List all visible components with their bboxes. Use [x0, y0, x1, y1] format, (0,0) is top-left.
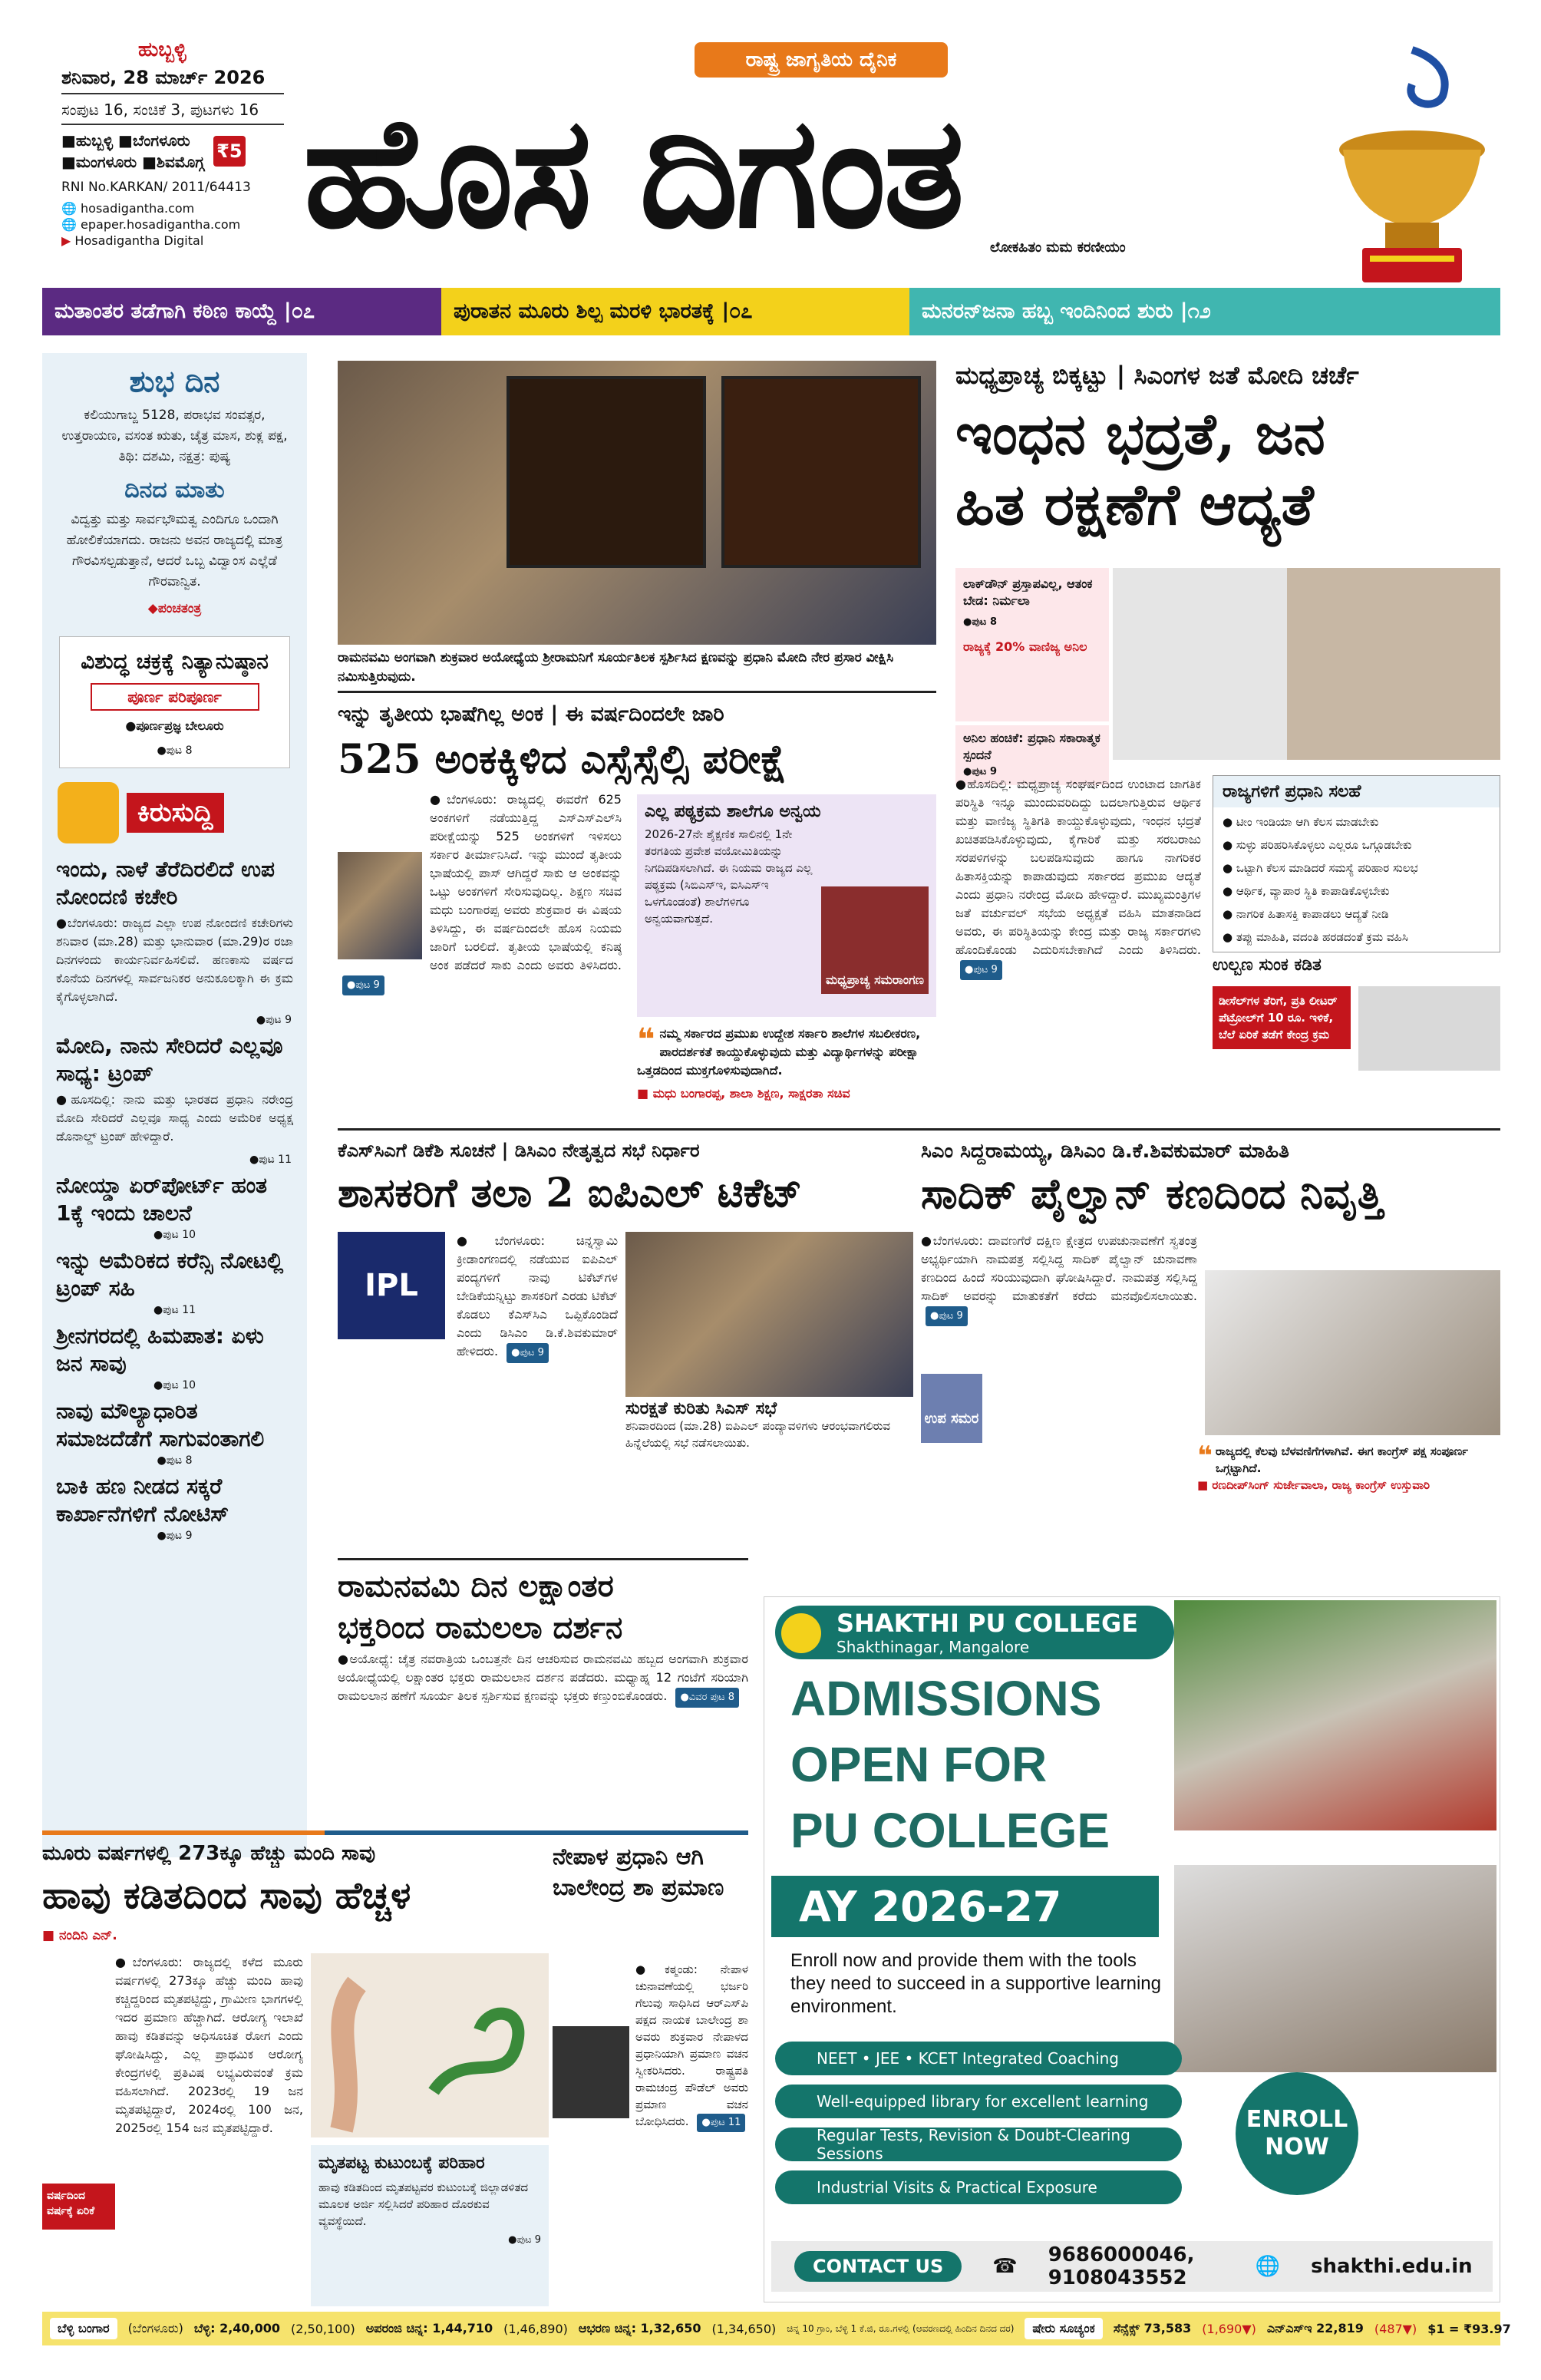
college-name: SHAKTHI PU COLLEGE [836, 1609, 1139, 1638]
brief-headline: ನಾವು ಮೌಲ್ಯಾಧಾರಿತ ಸಮಾಜದೆಡೆಗೆ ಸಾಗುವಂತಾಗಲಿ [56, 1398, 265, 1451]
sadiq-headline[interactable]: ಸಾದಿಕ್ ಪೈಲ್ವಾನ್ ಕಣದಿಂದ ನಿವೃತ್ತಿ [921, 1169, 1383, 1218]
divider [42, 1830, 748, 1835]
snake-tag: ವರ್ಷದಿಂದ ವರ್ಷಕ್ಕೆ ಏರಿಕೆ [42, 2184, 115, 2230]
quote-text: ವಿದ್ವತ್ತು ಮತ್ತು ಸಾರ್ವಭೌಮತ್ವ ಎಂದಿಗೂ ಒಂದಾಗಿ ಹೋಲಿಕೆಯಾಗದು. ರಾಜನು ಅವನ ರಾಜ್ಯದಲ್ಲಿ ಮಾತ್ರ ಗೌರವಿಸಲ್ಪಡುತ್ತಾನೆ, ಆದರೆ ಒಬ್ಬ ವಿದ್ವಾಂಸ ಎಲ್ಲೆಡೆ ಗೌರವಾನ್ವಿತ. [66, 512, 283, 589]
brief-headline: ಇನ್ನು ಅಮೆರಿಕದ ಕರೆನ್ಸಿ ನೋಟಲ್ಲಿ ಟ್ರಂಪ್ ಸಹಿ [56, 1248, 284, 1301]
feature-text: Industrial Visits & Practical Exposure [817, 2178, 1097, 2197]
ipl-logo: IPL [338, 1232, 445, 1339]
body-text: ●ಅಯೋಧ್ಯೆ: ಚೈತ್ರ ನವರಾತ್ರಿಯ ಒಂಬತ್ತನೇ ದಿನ ಆಚರಿಸುವ ರಾಮನವಮಿ ಹಬ್ಬದ ಅಂಗವಾಗಿ ಶುಕ್ರವಾರ ಅಯೋಧ್ಯೆಯಲ್ಲಿ ಲಕ್ಷಾಂತರ ಭಕ್ತರು ರಾಮಲಲಾನ ದರ್ಶನ ಪಡೆದರು. ಮಧ್ಯಾಹ್ನ 12 ಗಂಟೆಗೆ ಸರಿಯಾಗಿ ರಾಮಲಲಾನ ಹಣೆಗೆ ಸೂರ್ಯ ತಿಲಕ ಸ್ಪರ್ಶಿಸುವ ಕ್ಷಣವನ್ನು ಭಕ್ತರು ಕಣ್ತುಂಬಿಕೊಂಡರು. [338, 1652, 748, 1703]
brief-item[interactable] [42, 1391, 307, 1467]
dks-kicker: ಕೆಎಸ್‌ಸಿಎಗೆ ಡಿಕೆಶಿ ಸೂಚನೆ | ಡಿಸಿಎಂ ನೇತೃತ್ವದ ಸಭೆ ನಿರ್ಧಾರ [338, 1140, 700, 1161]
lead-photo [338, 361, 936, 645]
snake-headline[interactable]: ಹಾವು ಕಡಿತದಿಂದ ಸಾವು ಹೆಚ್ಚಳ [42, 1874, 411, 1917]
page-ref: ●ಪುಟ 9 [508, 2234, 541, 2246]
nifty: ಎನ್‌ಎಸ್‌ಇ 22,819 [1266, 2321, 1364, 2335]
snake-body [42, 1953, 303, 2310]
advice-list-items [1213, 807, 1500, 952]
phone-icon: ☎ [992, 2255, 1018, 2278]
top-tagline: ರಾಷ್ಟ್ರ ಜಾಗೃತಿಯ ದೈನಿಕ [695, 42, 948, 78]
teaser-item[interactable] [42, 288, 441, 335]
byelection-icon: ಉಪ ಸಮರ [921, 1374, 982, 1443]
column-title: ವಿಶುದ್ಧ ಚಕ್ರಕ್ಕೆ ನಿತ್ಯಾನುಷ್ಠಾನ [81, 649, 269, 674]
footer-ticker [42, 2312, 1511, 2345]
rni-number: RNI No.KARKAN/ 2011/64413 [61, 180, 251, 195]
teaser-text: ಪುರಾತನ ಮೂರು ಶಿಲ್ಪ ಮರಳಿ ಭಾರತಕ್ಕೆ [454, 299, 714, 323]
brief-item[interactable] [42, 1467, 307, 1542]
surjewala-quote [1197, 1443, 1500, 1494]
ad-line: OPEN FOR [790, 1737, 1048, 1792]
ad-line: PU COLLEGE [790, 1803, 1110, 1858]
advice-item: ● ಸುಳ್ಳು ಪರಿಹರಿಸಿಕೊಳ್ಳಲು ಎಲ್ಲರೂ ಒಗ್ಗೂಡಬೇಕು [1223, 838, 1412, 852]
youtube-link[interactable] [61, 233, 284, 249]
quote-text: ರಾಜ್ಯದಲ್ಲಿ ಕೆಲವು ಬೆಳವಣಿಗೆಗಳಾಗಿವೆ. ಈಗ ಕಾಂಗ್ರೆಸ್ ಪಕ್ಷ ಸಂಪೂರ್ಣ ಒಗ್ಗಟ್ಟಾಗಿದೆ. [1215, 1444, 1469, 1475]
brief-page: ●ಪುಟ 11 [249, 1154, 292, 1166]
column-box[interactable] [59, 636, 290, 768]
brief-headline: ಶ್ರೀನಗರದಲ್ಲಿ ಹಿಮಪಾತ: ಏಳು ಜನ ಸಾವು [56, 1323, 264, 1376]
byline: ■ ನಂದಿನಿ ಎನ್. [42, 1928, 117, 1943]
brief-item[interactable] [42, 850, 307, 1026]
page-ref: ●ಪುಟ 11 [697, 2114, 745, 2132]
minister-quote [637, 1022, 936, 1103]
top-story-body [955, 775, 1201, 1113]
advice-item: ● ತಪ್ಪು ಮಾಹಿತಿ, ವದಂತಿ ಹರಡದಂತೆ ಕ್ರಮ ವಹಿಸಿ [1223, 930, 1408, 944]
gold24-prev: (1,46,890) [503, 2321, 568, 2336]
sslc-headline[interactable]: 525 ಅಂಕಕ್ಕಿಳಿದ ಎಸ್ಸೆಸ್ಸೆಲ್ಸಿ ಪರೀಕ್ಷೆ [338, 736, 787, 783]
header-meta [61, 38, 284, 249]
side-box-page: ●ಪುಟ 8 [963, 616, 997, 628]
enroll-now-button[interactable]: ENROLL NOW [1236, 2072, 1358, 2195]
pointing-hand-icon [58, 782, 119, 843]
issue-date: ಶನಿವಾರ, 28 ಮಾರ್ಚ್ 2026 [61, 67, 284, 94]
sslc-kicker: ಇನ್ನು ತೃತೀಯ ಭಾಷೆಗಿಲ್ಲ ಅಂಕ | ಈ ವರ್ಷದಿಂದಲೇ ಜಾರಿ [338, 702, 724, 726]
advice-text: ನಾಗರಿಕ ಹಿತಾಸಕ್ತಿ ಕಾಪಾಡಲು ಆದ್ಯತೆ ನೀಡಿ [1236, 907, 1389, 921]
teaser-text: ಮತಾಂತರ ತಡೆಗಾಗಿ ಕಠಿಣ ಕಾಯ್ದೆ [54, 299, 277, 323]
feature-pill [775, 2127, 1182, 2161]
feature-list [775, 2042, 1182, 2213]
students-photo [1174, 1865, 1496, 2072]
urls [61, 200, 284, 249]
war-image: ಮಧ್ಯಪ್ರಾಚ್ಯ ಸಮರಾಂಗಣ [821, 886, 929, 994]
page-ref: ●ಪುಟ 9 [960, 960, 1002, 980]
contact-bar [771, 2241, 1493, 2292]
sadiq-photo [1205, 1270, 1500, 1435]
side-box-page: ●ಪುಟ 9 [963, 766, 997, 777]
advice-list-title: ರಾಜ್ಯಗಳಿಗೆ ಪ್ರಧಾನಿ ಸಲಹೆ [1213, 776, 1500, 807]
teaser-item[interactable] [441, 288, 909, 335]
panchanga: ಕಲಿಯುಗಾಬ್ದ 5128, ಪರಾಭವ ಸಂವತ್ಸರ, ಉತ್ತರಾಯಣ, ವಸಂತ ಋತು, ಚೈತ್ರ ಮಾಸ, ಶುಕ್ಲ ಪಕ್ಷ, ತಿಥಿ: ದಶಮಿ, ನಕ್ಷತ್ರ: ಪುಷ್ಯ [61, 408, 288, 464]
price-badge: ₹5 [213, 136, 245, 167]
body-text: ●ಬೆಂಗಳೂರು: ರಾಜ್ಯದಲ್ಲಿ ಈವರೆಗೆ 625 ಅಂಕಗಳಿಗೆ ನಡೆಯುತ್ತಿದ್ದ ಎಸ್‌ಎಸ್‌ಎಲ್‌ಸಿ ಪರೀಕ್ಷೆಯನ್ನು 525 ಅಂಕಗಳಿಗೆ ಇಳಿಸಲು ಸರ್ಕಾರ ತೀರ್ಮಾನಿಸಿದೆ. ಇನ್ನು ಮುಂದೆ ತೃತೀಯ ಭಾಷೆಯಲ್ಲಿ ಪಾಸ್ ಆಗಿದ್ದರೆ ಸಾಕು ಆ ಅಂಕವನ್ನು ಒಟ್ಟು ಅಂಕಗಳಿಗೆ ಸೇರಿಸುವುದಿಲ್ಲ. ಶಿಕ್ಷಣ ಸಚಿವ ಮಧು ಬಂಗಾರಪ್ಪ ಅವರು ಶುಕ್ರವಾರ ಈ ವಿಷಯ ತಿಳಿಸಿದ್ದು, ಈ ವರ್ಷದಿಂದಲೇ ಹೊಸ ನಿಯಮ ಜಾರಿಗೆ ಬರಲಿದೆ. ತೃತೀಯ ಭಾಷೆಯಲ್ಲಿ ಕನಿಷ್ಠ ಅಂಕ ಪಡೆದರೆ ಸಾಕು ಎಂದು ಅವರು ತಿಳಿಸಿದರು. [430, 792, 622, 972]
epaper-text: epaper.hosadigantha.com [81, 217, 241, 232]
snake-illustration [311, 1953, 549, 2137]
body-text: ●ಬೆಂಗಳೂರು: ಚಿನ್ನಸ್ವಾಮಿ ಕ್ರೀಡಾಂಗಣದಲ್ಲಿ ನಡೆಯುವ ಐಪಿಎಲ್ ಪಂದ್ಯಗಳಿಗೆ ನಾವು ಟಿಕೆಟ್‌ಗಳ ಬೇಡಿಕೆಯನ್ನಿಟ್ಟು ಶಾಸಕರಿಗೆ ಎರಡು ಟಿಕೆಟ್ ಕೊಡಲು ಕೆಎಸ್‌ಸಿಎ ಒಪ್ಪಿಕೊಂಡಿದೆ ಎಂದು ಡಿಸಿಎಂ ಡಿ.ಕೆ.ಶಿವಕುಮಾರ್ ಹೇಳಿದರು. [457, 1233, 618, 1358]
nepal-body [553, 1961, 748, 2299]
page-ref: ●ಪುಟ 9 [507, 1343, 549, 1363]
editions [61, 130, 284, 173]
column-page: ●ಪುಟ 8 [157, 744, 193, 757]
quote-source: ■ ಮಧು ಬಂಗಾರಪ್ಪ, ಶಾಲಾ ಶಿಕ್ಷಣ, ಸಾಕ್ಷರತಾ ಸಚಿವ [637, 1086, 850, 1101]
quote-text: ನಮ್ಮ ಸರ್ಕಾರದ ಪ್ರಮುಖ ಉದ್ದೇಶ ಸರ್ಕಾರಿ ಶಾಲೆಗಳ ಸಬಲೀಕರಣ, ಪಾರದರ್ಶಕತೆ ಕಾಯ್ದುಕೊಳ್ಳುವುದು ಮತ್ತು ವಿದ್ಯಾರ್ಥಿಗಳನ್ನು ಪರೀಕ್ಷಾ ಒತ್ತಡದಿಂದ ಮುಕ್ತಗೊಳಿಸುವುದಾಗಿದೆ. [637, 1026, 921, 1078]
brief-headline: ಬಾಕಿ ಹಣ ನೀಡದ ಸಕ್ಕರೆ ಕಾರ್ಖಾನೆಗಳಿಗೆ ನೋಟಿಸ್ [56, 1474, 229, 1527]
website-text[interactable]: shakthi.edu.in [1311, 2255, 1473, 2278]
spacer [338, 791, 430, 967]
body-text: ●ಹೊಸದಿಲ್ಲಿ: ಮಧ್ಯಪ್ರಾಚ್ಯ ಸಂಘರ್ಷದಿಂದ ಉಂಟಾದ ಜಾಗತಿಕ ಪರಿಸ್ಥಿತಿ ಇನ್ನೂ ಮುಂದುವರಿದಿದ್ದು ಬದಲಾಗುತ್ತಿರುವ ಆರ್ಥಿಕ ಮತ್ತು ವಾಣಿಜ್ಯ ಸ್ಥಿತಿಗತಿ ಕಾಯ್ದುಕೊಳ್ಳುವುದು, ಇಂಧನ ಭದ್ರತೆ ಖಚಿತಪಡಿಸಿಕೊಳ್ಳುವುದು, ಕೈಗಾರಿಕೆ ಮತ್ತು ಸರಬರಾಜು ಸರಪಳಿಗಳನ್ನು ಬಲಪಡಿಸುವುದು ಹಾಗೂ ನಾಗರಿಕರ ಹಿತಾಸಕ್ತಿಯನ್ನು ಕಾಪಾಡುವುದು ಸರ್ಕಾರದ ಪ್ರಮುಖ ಆದ್ಯತೆ ಎಂದು ಪ್ರಧಾನಿ ನರೇಂದ್ರ ಮೋದಿ ಹೇಳಿದ್ದಾರೆ. ಮುಖ್ಯಮಂತ್ರಿಗಳ ಜತೆ ವರ್ಚುವಲ್ ಸಭೆಯ ಅಧ್ಯಕ್ಷತೆ ವಹಿಸಿ ಮಾತನಾಡಿದ ಅವರು, ಈ ಪರಿಸ್ಥಿತಿಯನ್ನು ಕೇಂದ್ರ ಮತ್ತು ರಾಜ್ಯ ಸರ್ಕಾರಗಳು ಹೊಂದಿಕೊಂಡು ಎದುರಿಸಬೇಕಾಗಿದೆ ಎಂದು ತಿಳಿಸಿದರು. [955, 777, 1201, 957]
side-box-text: ಲಾಕ್‌ಡೌನ್ ಪ್ರಸ್ತಾಪವಿಲ್ಲ, ಆತಂಕ ಬೇಡ: ನಿರ್ಮಲಾ [963, 576, 1093, 608]
page-ref: ●ವಿವರ ಪುಟ 8 [675, 1688, 739, 1708]
fuel-box: ಡೀಸೆಲ್‌ಗಳ ತೆರಿಗೆ, ಪ್ರತಿ ಲೀಟರ್ ಪೆಟ್ರೋಲ್‌ಗೆ 10 ರೂ. ಇಳಿಕೆ, ಬೆಲೆ ಏರಿಕೆ ತಡೆಗೆ ಕೇಂದ್ರ ಕ್ರಮ [1213, 986, 1351, 1049]
quote-icon: ❝ [637, 1022, 655, 1058]
advice-list [1213, 775, 1500, 952]
page-ref: ●ಪುಟ 9 [342, 975, 384, 995]
fuel-title: ಉಲ್ಬಣ ಸುಂಕ ಕಡಿತ [1213, 956, 1322, 975]
lead-photo-caption: ರಾಮನವಮಿ ಅಂಗವಾಗಿ ಶುಕ್ರವಾರ ಅಯೋಧ್ಯೆಯ ಶ್ರೀರಾಮನಿಗೆ ಸೂರ್ಯತಿಲಕ ಸ್ಪರ್ಶಿಸಿದ ಕ್ಷಣವನ್ನು ಪ್ರಧಾನಿ ಮೋದಿ ನೇರ ಪ್ರಸಾರ ವೀಕ್ಷಿಸಿ ನಮಿಸುತ್ತಿರುವುದು. [338, 650, 894, 685]
advice-text: ಒಟ್ಟಾಗಿ ಕೆಲಸ ಮಾಡಿದರೆ ಸಮಸ್ಯೆ ಪರಿಹಾರ ಸುಲಭ [1236, 861, 1418, 875]
ad-headline [790, 1665, 1110, 1863]
brief-item[interactable] [42, 1166, 307, 1241]
teaser-page: |೦೭ [283, 299, 315, 323]
headline-line: ಹಿತ ರಕ್ಷಣೆಗೆ ಆದ್ಯತೆ [955, 472, 1314, 538]
nifty-change: (487▼) [1374, 2321, 1417, 2336]
advice-text: ತಪ್ಪು ಮಾಹಿತಿ, ವದಂತಿ ಹರಡದಂತೆ ಕ್ರಮ ವಹಿಸಿ [1236, 930, 1408, 944]
sadiq-kicker: ಸಿಎಂ ಸಿದ್ದರಾಮಯ್ಯ, ಡಿಸಿಎಂ ಡಿ.ಕೆ.ಶಿವಕುಮಾರ್ ಮಾಹಿತಿ [921, 1140, 1289, 1163]
tv-screen [507, 376, 706, 568]
advice-item: ● ಟೀಂ ಇಂಡಿಯಾ ಆಗಿ ಕೆಲಸ ಮಾಡಬೇಕು [1223, 815, 1379, 829]
snake-kicker: ಮೂರು ವರ್ಷಗಳಲ್ಲಿ 273ಕ್ಕೂ ಹೆಚ್ಚು ಮಂದಿ ಸಾವು [42, 1842, 376, 1865]
rate-note: ಚಿನ್ನ 10 ಗ್ರಾಂ, ಬೆಳ್ಳಿ 1 ಕೆ.ಜಿ, ರೂ.ಗಳಲ್ಲಿ (ಆವರಣದಲ್ಲಿ ಹಿಂದಿನ ದಿನದ ದರ) [787, 2322, 1015, 2334]
dks-body [457, 1232, 618, 1570]
page-ref: ●ಪುಟ 9 [926, 1306, 968, 1326]
sidebar [42, 353, 307, 1857]
modi-video-photo [1113, 568, 1500, 760]
tv-screen [721, 376, 921, 568]
feature-text: Well-equipped library for excellent learning [817, 2092, 1149, 2111]
footer-sub: (ಬೆಂಗಳೂರು) [127, 2321, 183, 2335]
issue-volume: ಸಂಪುಟ 16, ಸಂಚಿಕೆ 3, ಪುಟಗಳು 16 [61, 101, 284, 125]
meeting-photo [625, 1232, 913, 1397]
quote-source: ◆ಪಂಚತಂತ್ರ [147, 601, 202, 616]
ipl-trophy-icon [1320, 42, 1504, 295]
brief-page: ●ಪುಟ 10 [153, 1379, 196, 1391]
sensex: ಸೆನ್ಸೆಕ್ಸ್ 73,583 [1113, 2321, 1192, 2335]
gold24-rate: ಅಪರಂಜಿ ಚಿನ್ನ: 1,44,710 [365, 2321, 493, 2335]
brief-item[interactable] [42, 1316, 307, 1391]
brief-page: ●ಪುಟ 11 [153, 1304, 196, 1316]
dks-headline[interactable]: ಶಾಸಕರಿಗೆ ತಲಾ 2 ಐಪಿಎಲ್ ಟಿಕೆಟ್ [338, 1170, 802, 1216]
brief-page: ●ಪುಟ 9 [256, 1014, 292, 1026]
website-link[interactable]: 🌐 hosadigantha.com [61, 201, 195, 216]
edition-city: ಹುಬ್ಬಳ್ಳಿ [138, 38, 186, 61]
divider [338, 1128, 1500, 1131]
nepal-headline[interactable]: ನೇಪಾಳ ಪ್ರಧಾನಿ ಆಗಿ ಬಾಲೇಂದ್ರ ಶಾ ಪ್ರಮಾಣ [553, 1844, 724, 1901]
meeting-caption [625, 1401, 913, 1451]
contact-us-button[interactable]: CONTACT US [794, 2251, 962, 2282]
quote-icon: ❝ [1197, 1441, 1213, 1471]
edition-line: ■ಮಂಗಳೂರು ■ಶಿವಮೊಗ್ಗ [61, 153, 205, 171]
phone-numbers: 9686000046, 9108043552 [1048, 2243, 1195, 2289]
sensex-change: (1,690▼) [1202, 2321, 1256, 2336]
brief-headline: ಇಂದು, ನಾಳೆ ತೆರೆದಿರಲಿದೆ ಉಪ ನೋಂದಣಿ ಕಚೇರಿ [56, 857, 275, 909]
feature-text: Regular Tests, Revision & Doubt-Clearing Sessions [817, 2126, 1130, 2163]
caption-title: ಸುರಕ್ಷತೆ ಕುರಿತು ಸಿಎಸ್ ಸಭೆ [625, 1399, 777, 1418]
brief-page: ●ಪುಟ 9 [157, 1530, 193, 1542]
column-credit: ●ಪೂರ್ಣಪ್ರಜ್ಞ ಬೇಲೂರು [125, 718, 224, 733]
feature-pill [775, 2085, 1182, 2118]
ad-line: ADMISSIONS [790, 1671, 1102, 1726]
quote-source: ■ ರಣದೀಪ್‌ಸಿಂಗ್ ಸುರ್ಜೇವಾಲಾ, ರಾಜ್ಯ ಕಾಂಗ್ರೆಸ್ ಉಸ್ತುವಾರಿ [1197, 1478, 1430, 1492]
silver-prev: (2,50,100) [291, 2321, 355, 2336]
teaser-text: ಮನರನ್‌ಜನಾ ಹಬ್ಬ ಇಂದಿನಿಂದ ಶುರು [922, 299, 1173, 323]
brief-page: ●ಪುಟ 10 [153, 1229, 196, 1241]
advice-text: ಆರ್ಥಿಕ, ವ್ಯಾಪಾರ ಸ್ಥಿತಿ ಕಾಪಾಡಿಕೊಳ್ಳಬೇಕು [1236, 884, 1390, 898]
dollar-rate: $1 = ₹93.97 [1427, 2321, 1511, 2336]
side-box-text: ಅನಿಲ ಹಂಚಿಕೆ: ಪ್ರಧಾನಿ ಸಕಾರಾತ್ಮಕ ಸ್ಪಂದನೆ [963, 731, 1100, 762]
youtube-icon: ▶ [61, 233, 71, 248]
masthead-motto: ಲೋಕಹಿತಂ ಮಮ ಕರಣೀಯಂ [990, 239, 1126, 256]
side-box-title: ಎಲ್ಲ ಪಠ್ಯಕ್ರಮ ಶಾಲೆಗೂ ಅನ್ವಯ [645, 802, 821, 821]
edition-line: ■ಹುಬ್ಬಳ್ಳಿ ■ಬೆಂಗಳೂರು [61, 131, 190, 150]
epaper-link[interactable]: 🌐 epaper.hosadigantha.com [61, 217, 241, 232]
teaser-item[interactable] [909, 288, 1500, 335]
brief-body: ●ಬೆಂಗಳೂರು: ರಾಜ್ಯದ ಎಲ್ಲಾ ಉಪ ನೋಂದಣಿ ಕಚೇರಿಗಳು ಶನಿವಾರ (ಮಾ.28) ಮತ್ತು ಭಾನುವಾರ (ಮಾ.29)ರ ರಜಾ ದಿನಗಳಂದು ಕಾರ್ಯನಿರ್ವಹಿಸಲಿವೆ. ಹಣಕಾಸು ವರ್ಷದ ಕೊನೆಯ ದಿನಗಳಲ್ಲಿ ಸಾರ್ವಜನಿಕರ ಅನುಕೂಲಕ್ಕಾಗಿ ಈ ಕ್ರಮ ಕೈಗೊಳ್ಳಲಾಗಿದೆ. [56, 916, 293, 1004]
brief-body: ●ಹೂಸದಿಲ್ಲಿ: ನಾನು ಮತ್ತು ಭಾರತದ ಪ್ರಧಾನಿ ನರೇಂದ್ರ ಮೋದಿ ಸೇರಿದರೆ ಎಲ್ಲವೂ ಸಾಧ್ಯ ಎಂದು ಅಮೆರಿಕ ಅಧ್ಯಕ್ಷ ಡೊನಾಲ್ಡ್ ಟ್ರಂಪ್ ಹೇಳಿದ್ದಾರೆ. [56, 1092, 293, 1144]
column-tag: ಪೂರ್ಣ ಪರಿಪೂರ್ಣ [91, 683, 259, 711]
advice-item: ● ಒಟ್ಟಾಗಿ ಕೆಲಸ ಮಾಡಿದರೆ ಸಮಸ್ಯೆ ಪರಿಹಾರ ಸುಲಭ [1223, 861, 1418, 875]
side-box-text: ರಾಜ್ಯಕ್ಕೆ 20% ವಾಣಿಜ್ಯ ಅನಿಲ [963, 639, 1087, 654]
spacer [553, 1961, 635, 2122]
youtube-text: Hosadigantha Digital [74, 233, 204, 248]
masthead: ಹೊಸ ದಿಗಂತ [303, 82, 962, 262]
briefs-header [58, 782, 292, 843]
body-text: ●ಬೆಂಗಳೂರು: ದಾವಣಗೆರೆ ದಕ್ಷಿಣ ಕ್ಷೇತ್ರದ ಉಪಚುನಾವಣೆಗೆ ಸ್ವತಂತ್ರ ಅಭ್ಯರ್ಥಿಯಾಗಿ ನಾಮಪತ್ರ ಸಲ್ಲಿಸಿದ್ದ ಸಾದಿಕ್ ಪೈಲ್ವಾನ್ ಚುನಾವಣಾ ಕಣದಿಂದ ಹಿಂದೆ ಸರಿಯುವುದಾಗಿ ಘೋಷಿಸಿದ್ದಾರೆ. ನಾಮಪತ್ರ ಸಲ್ಲಿಸಿದ್ದ ಸಾದಿಕ್ ಅವರನ್ನು ಮಾತುಕತೆಗೆ ಕರೆದು ಮನವೊಲಿಸಲಾಯಿತು. [921, 1233, 1197, 1303]
brief-headline: ನೋಯ್ಡಾ ಏರ್‌ಪೋರ್ಟ್ ಹಂತ 1ಕ್ಕೆ ಇಂದು ಚಾಲನೆ [56, 1173, 267, 1226]
compensation-box [311, 2145, 549, 2306]
side-box [955, 568, 1109, 721]
gold22-rate: ಆಭರಣ ಚಿನ್ನ: 1,32,650 [578, 2321, 701, 2335]
college-name-banner [775, 1606, 1174, 1659]
box-text: ಹಾವು ಕಡಿತದಿಂದ ಮೃತಪಟ್ಟವರ ಕುಟುಂಬಕ್ಕೆ ಜಿಲ್ಲಾಡಳಿತದ ಮೂಲಕ ಅರ್ಜಿ ಸಲ್ಲಿಸಿದರೆ ಪರಿಹಾರ ದೊರಕುವ ವ್ಯವಸ್ಥೆಯಿದೆ. [318, 2180, 529, 2228]
teaser-page: |೦೭ [721, 299, 753, 323]
briefs-title: ಕಿರುಸುದ್ದಿ [127, 793, 224, 833]
top-story-headline[interactable] [955, 399, 1500, 540]
feature-text: NEET • JEE • KCET Integrated Coaching [817, 2049, 1119, 2068]
feature-pill [775, 2170, 1182, 2204]
teaser-page: |೧೨ [1180, 299, 1211, 323]
ad-description: Enroll now and provide them with the tools they need to succeed in a supportive learning environment. [790, 1950, 1161, 2017]
advice-item: ● ಆರ್ಥಿಕ, ವ್ಯಾಪಾರ ಸ್ಥಿತಿ ಕಾಪಾಡಿಕೊಳ್ಳಬೇಕು [1223, 884, 1390, 898]
fuel-pump-photo [1358, 986, 1500, 1071]
silver-rate: ಬೆಳ್ಳಿ: 2,40,000 [193, 2321, 281, 2335]
headline-line: ಭಕ್ತರಿಂದ ರಾಮಲಲಾ ದರ್ಶನ [338, 1609, 623, 1646]
advice-text: ಟೀಂ ಇಂಡಿಯಾ ಆಗಿ ಕೆಲಸ ಮಾಡಬೇಕು [1236, 815, 1379, 829]
caption-text: ಶನಿವಾರದಿಂದ (ಮಾ.28) ಐಪಿಎಲ್ ಪಂದ್ಯಾವಳಿಗಳು ಆರಂಭವಾಗಲಿರುವ ಹಿನ್ನೆಲೆಯಲ್ಲಿ ಸಭೆ ನಡೆಸಲಾಯಿತು. [625, 1419, 890, 1450]
brief-item[interactable] [42, 1026, 307, 1166]
quote-title: ದಿನದ ಮಾತು [124, 477, 225, 503]
brief-headline: ಮೋದಿ, ನಾನು ಸೇರಿದರೆ ಎಲ್ಲವೂ ಸಾಧ್ಯ: ಟ್ರಂಪ್ [56, 1033, 283, 1086]
advice-item: ● ನಾಗರಿಕ ಹಿತಾಸಕ್ತಿ ಕಾಪಾಡಲು ಆದ್ಯತೆ ನೀಡಿ [1223, 907, 1389, 921]
brief-page: ●ಪುಟ 8 [157, 1454, 193, 1467]
sidebar-title: ಶುಭ ದಿನ [129, 364, 220, 398]
divider [338, 691, 936, 693]
ram-body [338, 1650, 748, 1811]
box-title: ಮೃತಪಟ್ಟ ಕುಟುಂಬಕ್ಕೆ ಪರಿಹಾರ [318, 2154, 485, 2173]
side-box-text: 2026-27ನೇ ಶೈಕ್ಷಣಿಕ ಸಾಲಿನಲ್ಲಿ 1ನೇ ತರಗತಿಯ ಪ್ರವೇಶ ವಯೋಮಿತಿಯನ್ನು ನಿಗದಿಪಡಿಸಲಾಗಿದೆ. ಈ ನಿಯಮ ರಾಜ್ಯದ ಎಲ್ಲ ಪಠ್ಯಕ್ರಮ (ಸಿಬಿಎಸ್‌ಇ, ಐಸಿಎಸ್‌ಇ ಒಳಗೊಂಡಂತೆ) ಶಾಲೆಗಳಿಗೂ ಅನ್ವಯವಾಗುತ್ತದೆ. [645, 827, 813, 926]
snake-icon [311, 1953, 549, 2137]
campus-photo [1174, 1600, 1496, 1830]
college-location: Shakthinagar, Mangalore [836, 1638, 1030, 1656]
top-story-kicker: ಮಧ್ಯಪ್ರಾಚ್ಯ ಬಿಕ್ಕಟ್ಟು | ಸಿಎಂಗಳ ಜತೆ ಮೋದಿ ಚರ್ಚೆ [955, 361, 1359, 390]
sslc-body [338, 791, 622, 1121]
sslc-side-box [637, 794, 936, 1017]
headline-line: ಇಂಧನ ಭದ್ರತೆ, ಜನ [955, 401, 1325, 467]
brief-item[interactable] [42, 1241, 307, 1316]
teaser-bar [42, 288, 1500, 335]
college-logo-icon [781, 1613, 821, 1653]
ram-headline[interactable] [338, 1566, 752, 1649]
divider [338, 1558, 748, 1560]
advice-text: ಸುಳ್ಳು ಪರಿಹರಿಸಿಕೊಳ್ಳಲು ಎಲ್ಲರೂ ಒಗ್ಗೂಡಬೇಕು [1236, 838, 1412, 852]
website-text: hosadigantha.com [81, 201, 195, 216]
academic-year: AY 2026-27 [771, 1876, 1159, 1937]
body-text: ●ಬೆಂಗಳೂರು: ರಾಜ್ಯದಲ್ಲಿ ಕಳೆದ ಮೂರು ವರ್ಷಗಳಲ್ಲಿ 273ಕ್ಕೂ ಹೆಚ್ಚು ಮಂದಿ ಹಾವು ಕಚ್ಚಿದ್ದರಿಂದ ಮೃತಪಟ್ಟಿದ್ದು, ಗ್ರಾಮೀಣ ಭಾಗಗಳಲ್ಲಿ ಇದರ ಪ್ರಮಾಣ ಹೆಚ್ಚಾಗಿದೆ. ಆರೋಗ್ಯ ಇಲಾಖೆ ಹಾವು ಕಡಿತವನ್ನು ಅಧಿಸೂಚಿತ ರೋಗ ಎಂದು ಘೋಷಿಸಿದ್ದು, ಎಲ್ಲ ಪ್ರಾಥಮಿಕ ಆರೋಗ್ಯ ಕೇಂದ್ರಗಳಲ್ಲಿ ಪ್ರತಿವಿಷ ಲಭ್ಯವಿರುವಂತೆ ಕ್ರಮ ವಹಿಸಲಾಗಿದೆ. 2023ರಲ್ಲಿ 19 ಜನ ಮೃತಪಟ್ಟಿದ್ದಾರೆ, 2024ರಲ್ಲಿ 100 ಜನ, 2025ರಲ್ಲಿ 154 ಜನ ಮೃತಪಟ್ಟಿದ್ದಾರೆ. [115, 1955, 303, 2135]
gold22-prev: (1,34,650) [711, 2321, 777, 2336]
body-text: ●ಕಠ್ಮಂಡು: ನೇಪಾಳ ಚುನಾವಣೆಯಲ್ಲಿ ಭರ್ಜರಿ ಗೆಲುವು ಸಾಧಿಸಿದ ಆರ್‌ಎಸ್‌ಪಿ ಪಕ್ಷದ ನಾಯಕ ಬಾಲೇಂದ್ರ ಶಾ ಅವರು ಶುಕ್ರವಾರ ನೇಪಾಳದ ಪ್ರಧಾನಿಯಾಗಿ ಪ್ರಮಾಣ ವಚನ ಸ್ವೀಕರಿಸಿದರು. ರಾಷ್ಟ್ರಪತಿ ರಾಮಚಂದ್ರ ಪೌಡೆಲ್ ಅವರು ಪ್ರಮಾಣ ವಚನ ಬೋಧಿಸಿದರು. [635, 1962, 748, 2128]
globe-icon: 🌐 [1255, 2255, 1281, 2278]
share-label: ಷೇರು ಸೂಚ್ಯಂಕ [1025, 2318, 1102, 2339]
feature-pill [775, 2042, 1182, 2075]
footer-label: ಬೆಳ್ಳಿ ಬಂಗಾರ [50, 2318, 117, 2339]
headline-line: ರಾಮನವಮಿ ದಿನ ಲಕ್ಷಾಂತರ [338, 1568, 614, 1604]
